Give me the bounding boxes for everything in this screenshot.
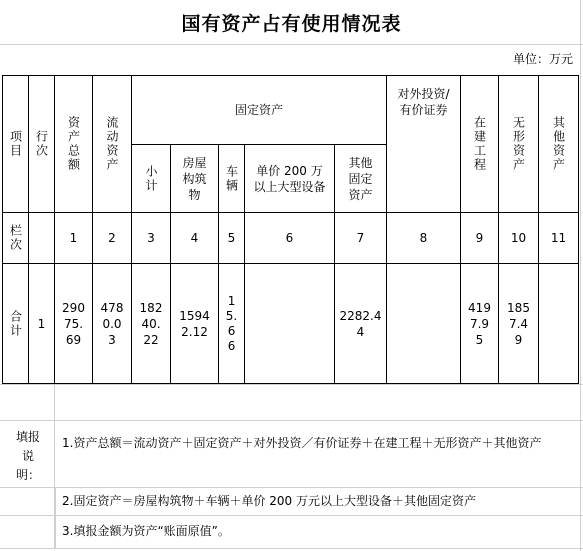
other-assets-value xyxy=(539,264,578,383)
column-number-6: 6 xyxy=(285,231,294,245)
investment-value xyxy=(387,264,460,383)
unit-label: 单位：万元 xyxy=(512,52,573,66)
header-construction: 在建工程 xyxy=(472,116,487,172)
note-1: 1.资产总额＝流动资产＋固定资产＋对外投资／有价证券＋在建工程＋无形资产＋其他资产 xyxy=(62,436,542,450)
header-fixed-subtotal: 小计 xyxy=(144,164,158,193)
header-other-assets: 其他资产 xyxy=(551,116,566,172)
column-number-1: 1 xyxy=(69,231,78,245)
column-number-5: 5 xyxy=(227,231,236,245)
header-large-equipment: 单价 200 万以上大型设备 xyxy=(253,163,326,194)
column-number-9: 9 xyxy=(475,231,484,245)
total-row-number: 1 xyxy=(37,316,46,331)
construction-value: 4197.95 xyxy=(468,300,491,347)
column-number-4: 4 xyxy=(190,231,199,245)
header-current-assets: 流动资产 xyxy=(105,116,119,172)
header-vehicles: 车辆 xyxy=(224,164,239,193)
column-number-10: 10 xyxy=(510,231,527,245)
column-number-label: 栏次 xyxy=(8,224,23,252)
header-other-fixed: 其他固定资产 xyxy=(348,155,373,202)
column-number-8: 8 xyxy=(419,231,428,245)
header-fixed-assets: 固定资产 xyxy=(234,103,283,117)
header-investment: 对外投资/有价证券 xyxy=(397,87,450,117)
header-row-no: 行次 xyxy=(34,130,49,158)
header-item: 项目 xyxy=(8,130,23,158)
fixed-subtotal-value: 18240.22 xyxy=(139,300,163,347)
column-number-3: 3 xyxy=(147,231,155,245)
page-title: 国有资产占有使用情况表 xyxy=(181,12,402,35)
other-fixed-value: 2282.44 xyxy=(339,308,382,339)
column-number-7: 7 xyxy=(356,231,365,245)
column-number-2: 2 xyxy=(108,231,116,245)
large-equipment-value xyxy=(245,264,334,383)
vehicles-value: 15.66 xyxy=(225,293,238,353)
note-2: 2.固定资产＝房屋构筑物＋车辆＋单价 200 万元以上大型设备＋其他固定资产 xyxy=(62,494,476,508)
header-total-assets: 资产总额 xyxy=(66,116,81,172)
header-buildings: 房屋构筑物 xyxy=(182,155,207,202)
header-intangible: 无形资产 xyxy=(511,116,526,172)
total-row-label: 合计 xyxy=(8,309,23,338)
intangible-value: 1857.49 xyxy=(507,300,530,347)
note-3: 3.填报金额为资产“账面原值”。 xyxy=(62,524,230,538)
buildings-value: 15942.12 xyxy=(179,308,210,339)
column-number-11: 11 xyxy=(550,231,567,245)
total-assets-value: 29075.69 xyxy=(62,300,85,347)
notes-label: 填报说明： xyxy=(15,430,40,482)
current-assets-value: 4780.03 xyxy=(100,300,124,347)
